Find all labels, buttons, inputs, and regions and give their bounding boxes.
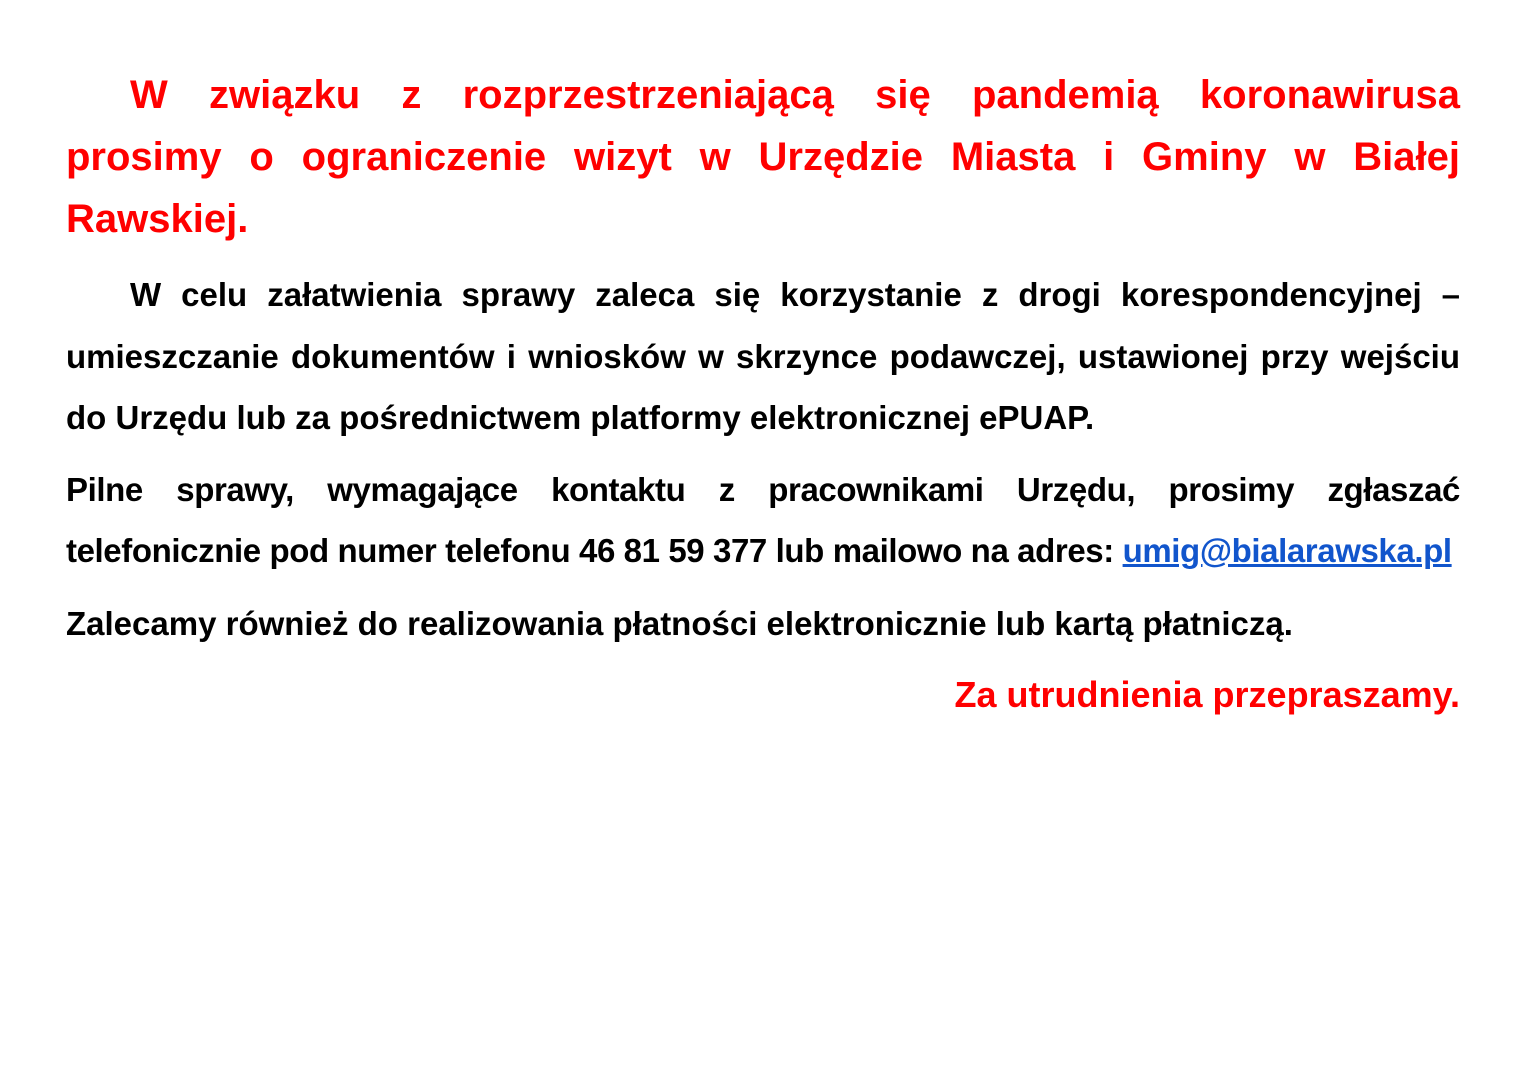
payment-paragraph: Zalecamy również do realizowania płatności elektronicznie lub kartą płatniczą. (66, 604, 1293, 642)
email-link[interactable]: umig@bialarawska.pl (1122, 532, 1452, 569)
notice-document (66, 64, 1460, 726)
contact-text: Pilne sprawy, wymagające kontaktu z pracownikami Urzędu, prosimy zgłaszać telefonicznie pod numer telefonu 46 81 59 377 lub mailowo na adres: (66, 470, 1460, 569)
contact-paragraph (66, 459, 1460, 582)
pandemic-notice-paragraph: W związku z rozprzestrzeniającą się pandemią koronawirusa prosimy o ograniczenie wizyt w Urzędzie Miasta i Gminy w Białej Rawskiej. (66, 73, 1460, 241)
correspondence-paragraph: W celu załatwienia sprawy zaleca się korzystanie z drogi korespondencyjnej – umieszczanie dokumentów i wniosków w skrzynce podawczej, ustawionej przy wejściu do Urzędu lub za pośrednictwem platformy elektronicznej ePUAP. (66, 276, 1460, 436)
apology-text: Za utrudnienia przepraszamy. (954, 674, 1460, 715)
